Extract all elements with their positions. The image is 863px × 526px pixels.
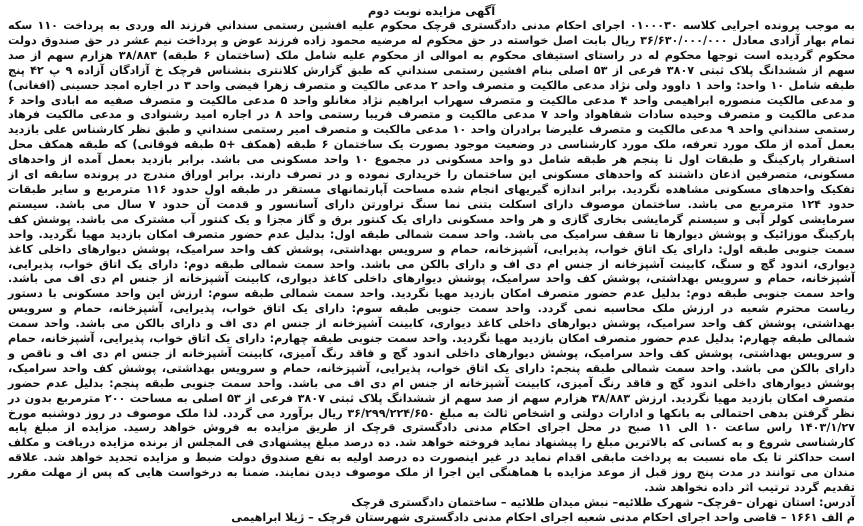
- notice-address: آدرس: استان تهران –قرچک– شهرک طلائیه– نبش میدان طلائیه – ساختمان دادگستری قرچک: [351, 496, 855, 509]
- notice-signature: م الف ۱۶۶۱ – قاضی واحد اجرای احکام مدنی شعبه اجرای احکام مدنی دادگستری شهرستان قرچک – ژیلا ابراهیمی: [231, 510, 855, 524]
- notice-body: به موجب پرونده اجرایی کلاسه ۰۱۰۰۰۳۰ اجرای احکام مدنی دادگستری قرچک محکوم علیه افشین رستمی سنداني فرزند اله وردی به پرداخت ۱۱۰ سکه تمام بهار آزادی معادل ۳۶/۶۳۰/۰۰۰/۰۰۰ ریال بابت اصل خواسته در حق محکوم له مرضیه محمود زاده فرزند عوض و پرداخت نیم عشر در حق صندوق دولت محکوم گردیده است توجها محکوم له در راستای استیفای محکوم به اموالی از محکوم علیه شامل ملک (ساختمان ۶ طبقه) ۳۸/۸۸۳ هزارم سهم از صد سهم از ششدانگ پلاک ثبتی ۳۸۰۷ فرعی از ۵۳ اصلی بنام افشین رستمی سنداني که طبق گزارش کلانتری بنشناس قرچک خ آزادگان آزاده ۹ پ ۴۲ پنج طبقه شامل ۱۰ واحد: واحد ۱ داوود ولی نژاد مدعی مالکیت و متصرف واحد ۲ مدعی مالکیت و متصرف زهرا فیضی واحد ۳ در اجاره امجد حسینی (افغانی) و مدعی مالکیت منصوره ابراهیمی واحد ۴ مدعی مالکیت و متصرف سهراب ابراهیم نژاد مغانلو واحد ۵ مدعی مالکیت و متصرف صفیه مه ابادی واحد ۶ مدعی مالکیت و متصرف وحیده سادات شفاهواد واحد ۷ مدعی مالکیت و متصرف فریبا رستمی واحد ۸ در اجاره امید رشنوادی و مدعی مالکیت فرهاد رستمی سنداني واحد ۹ مدعی مالکیت و متصرف علیرضا برادران واحد ۱۰ مدعی مالکیت و متصرف امیر رستمی سنداني و طبق نظر کارشناس علی بازدید بعمل آمده از ملک مورد تعرفه، ملک مورد کارشناسی در وضعیت موجود بصورت یک ساختمان ۶ طبقه (همکف +۵ طبقه فوقانی) که طبقه همکف محل استقرار پارکینگ و طبقات اول تا پنجم هر طبقه شامل دو واحد مسکونی در مجموع ۱۰ واحد مسکونی می باشد. برابر بازدید بعمل آمده از واحدهای مسکونی، متصرفین اذعان داشتند که واحدهای مسکونی این ساختمان را خریداری نموده و در تصرف دارند. برابر اوراق مندرج در پرونده سابقه ای از تفکیک واحدهای مسکونی مشاهده نگردید. برابر اندازه گیریهای انجام شده مساحت آپارتمانهای مستقر در طبقه اول حدود ۱۱۶ مترمربع و سایر طبقات حدود ۱۲۴ مترمربع می باشد. ساختمان موصوف دارای اسکلت بتنی نما سنگ تراورتن دارای آسانسور و قدمت آن حدود ۷ سال می باشد. سیستم سرمایشی کولر آبی و سیستم گرمایشی بخاری گازی و هر واحد مسکونی دارای یک کنتور برق و گاز مجزا و یک کنتور آب مشترک می باشد. پوشش کف پارکینگ موزائیک و پوشش دیوارها تا سقف سرامیک می باشد. واحد سمت شمالی طبقه اول: بدلیل عدم حضور متصرف امکان بازدید مهیا نگردید. واحد سمت جنوبی طبقه اول: دارای یک اتاق خواب، پذیرایی، آشپزخانه، حمام و سرویس بهداشتی، پوشش کف واحد سرامیک، پوشش دیوارهای داخلی کاغذ دیواری، اندود گچ و سنگ، کابینت آشپزخانه از جنس ام دی اف و دارای بالکن می باشد. واحد سمت شمالی طبقه دوم: دارای یک اتاق خواب، پذیرایی، آشپزخانه، حمام و سرویس بهداشتی، پوشش کف واحد سرامیک، پوشش دیوارهای داخلی کاغذ دیواری، کابینت آشپزخانه از جنس ام دی اف می باشد. واحد سمت جنوبی طبقه دوم: بدلیل عدم حضور متصرف امکان بازدید مهیا نگردید. واحد سمت شمالی طبقه سوم: ارزش این واحد مسکونی با دستور ریاست محترم شعبه در ارزش ملک محاسبه نمی گردد. واحد سمت جنوبی طبقه سوم: دارای یک اتاق خواب، پذیرایی، آشپزخانه، حمام و سرویس بهداشتی، پوشش کف واحد سرامیک، پوشش دیوارهای داخلی کاغذ دیواری، کابینت آشپزخانه از جنس ام دی اف و دارای بالکن می باشد. واحد سمت شمالی طبقه چهارم: بدلیل عدم حضور متصرف امکان بازدید مهیا نگردید. واحد سمت جنوبی طبقه چهارم: دارای یک اتاق خواب، پذیرایی، آشپزخانه، حمام و سرویس بهداشتی، پوشش کف واحد سرامیک، پوشش دیوارهای داخلی اندود گچ و فاقد رنگ آمیزی، کابینت آشپزخانه از جنس ام دی اف و ناقص و دارای بالکن می باشد. واحد سمت شمالی طبقه پنجم: دارای یک اتاق خواب، پذیرایی، آشپزخانه، حمام و سرویس بهداشتی، پوشش کف واحد سرامیک، پوشش دیوارهای داخلی اندود گچ و فاقد رنگ آمیزی، کابینت آشپزخانه از جنس ام دی اف می باشد. واحد سمت جنوبی طبقه پنجم: بدلیل عدم حضور متصرف امکان بازدید مهیا نگردید. ارزش ۳۸/۸۸۳ هزارم سهم از صد سهم از ششدانگ پلاک ثبتی ۳۸۰۷ فرعی از ۵۳ اصلی به مساحت ۲۰۰ مترمربع بدون در نظر گرفتن بدهی احتمالی به بانکها و ادارات دولتی و اشخاص ثالث به مبلغ ۳۶/۲۹۹/۲۲۴/۶۵۰ ریال برآورد می گردد. لذا ملک موصوف در روز دوشنبه مورخ ۱۴۰۳/۱/۲۷ راس ساعت ۱۰ الی ۱۱ صبح در محل اجرای احکام مدنی دادگستری قرچک از طریق مزایده به فروش خواهد رسید. مزایده از مبلغ پایه کارشناسی شروع و به کسانی که بالاترین مبلغ را پیشنهاد نماید فروخته خواهد شد. ده درصد مبلغ پیشنهادی فی المجلس از برنده مزایده دریافت و مکلف است حداکثر تا یک ماه نسبت به پرداخت مابقی اقدام نماید در غیر اینصورت ده درصد اولیه به نفع صندوق دولت ضبط و مزایده تجدید خواهد شد. علاقه مندان می توانند در مدت پنج روز قبل از موعد مزایده با هماهنگی این اجرا از ملک موصوف دیدن نمایند. ضمنا به درخواست هایی که پس از مهلت مقرر تقدیم گردد ترتیب اثر داده نخواهد شد.: [8, 19, 856, 495]
- notice-title: آگهی مزایده نوبت دوم: [367, 4, 496, 18]
